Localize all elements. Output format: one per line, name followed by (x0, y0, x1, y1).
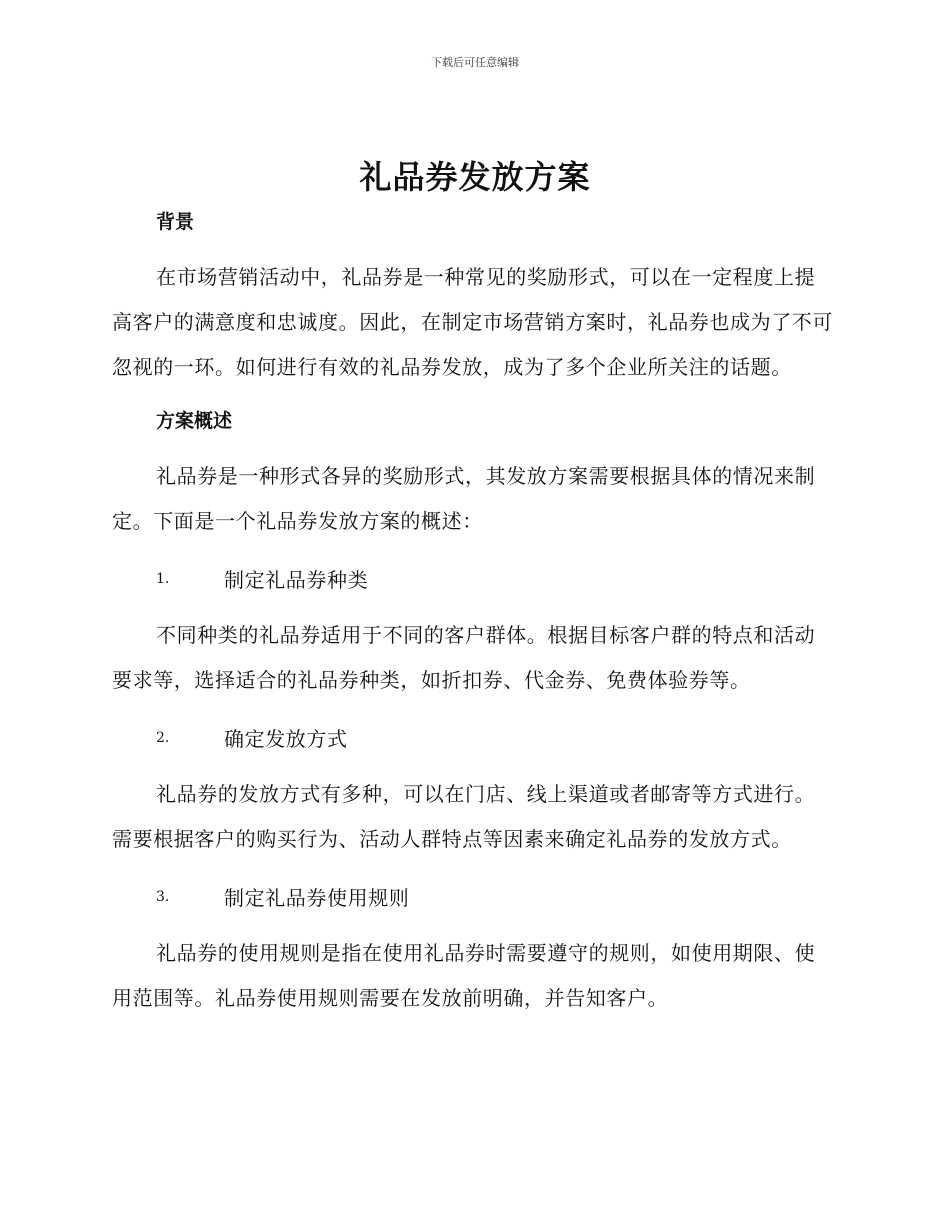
list-number: 1. (156, 570, 170, 587)
paragraph-overview: 礼品券是一种形式各异的奖励形式，其发放方案需要根据具体的情况来制定。下面是一个礼品券发放方案的概述： (112, 464, 816, 533)
list-number: 3. (156, 888, 170, 905)
paragraph-item-3: 礼品券的使用规则是指在使用礼品券时需要遵守的规则，如使用期限、使用范围等。礼品券使用规则需要在发放前明确，并告知客户。 (112, 941, 816, 1010)
list-item-title: 制定礼品券种类 (224, 568, 369, 592)
paragraph-background: 在市场营销活动中，礼品券是一种常见的奖励形式，可以在一定程度上提高客户的满意度和忠诚度。因此，在制定市场营销方案时，礼品券也成为了不可忽视的一环。如何进行有效的礼品券发放，成为了多个企业所关注的话题。 (112, 265, 833, 379)
section-heading-overview: 方案概述 (156, 410, 233, 432)
list-item-1 (112, 556, 834, 601)
header-note: 下载后可任意编辑 (431, 56, 519, 69)
list-number: 2. (156, 729, 170, 746)
paragraph-item-2: 礼品券的发放方式有多种，可以在门店、线上渠道或者邮寄等方式进行。需要根据客户的购买行为、活动人群特点等因素来确定礼品券的发放方式。 (112, 782, 816, 851)
section-heading-background: 背景 (156, 211, 195, 233)
document-body (112, 203, 834, 1021)
list-item-title: 确定发放方式 (224, 727, 348, 751)
list-item-3 (112, 874, 834, 919)
paragraph-item-1: 不同种类的礼品券适用于不同的客户群体。根据目标客户群的特点和活动要求等，选择适合的礼品券种类，如折扣券、代金券、免费体验券等。 (112, 623, 816, 692)
document-title: 礼品券发放方案 (359, 158, 591, 196)
list-item-2 (112, 715, 834, 760)
list-item-title: 制定礼品券使用规则 (224, 886, 410, 910)
